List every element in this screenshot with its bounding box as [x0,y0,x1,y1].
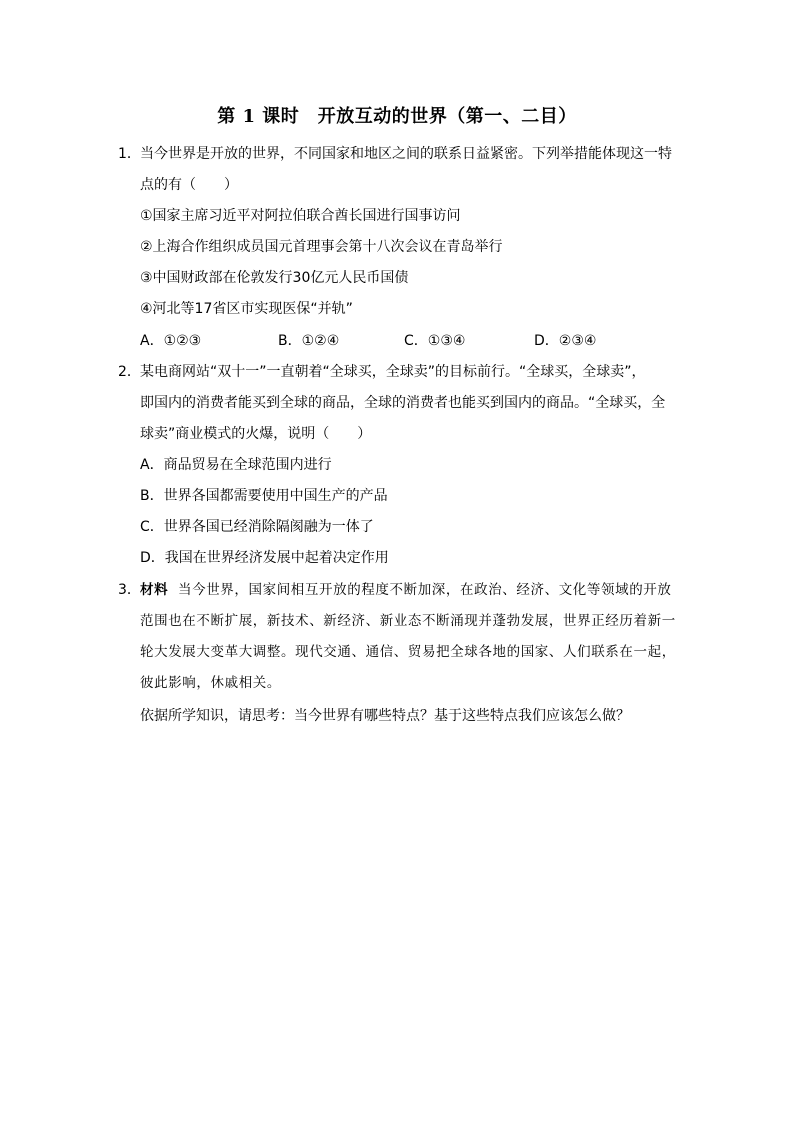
q1-option-a: A．①②③ [140,333,202,349]
q1-stem-line-2: 点的有（ ） [140,177,238,193]
q2-option-d: D．我国在世界经济发展中起着决定作用 [140,550,389,566]
q2-option-a: A．商品贸易在全球范围内进行 [140,457,332,473]
q1-option-d: D．②③④ [534,333,597,349]
q1-number: 1． [118,146,141,162]
q2-option-c: C．世界各国已经消除隔阂融为一体了 [140,519,374,535]
q2-stem-line-2: 即国内的消费者能买到全球的商品，全球的消费者也能买到国内的商品。“全球买，全 [140,395,666,411]
q3-material-line-2: 范围也在不断扩展，新技术、新经济、新业态不断涌现并蓬勃发展，世界正经历着新一 [140,613,676,629]
q3-number: 3． [118,582,141,598]
q1-stem-line-1 [118,144,672,164]
q3-question: 依据所学知识，请思考：当今世界有哪些特点？基于这些特点我们应该怎么做？ [140,708,630,724]
q2-stem-text-1: 某电商网站“双十一”一直朝着“全球买，全球卖”的目标前行。“全球买，全球卖”， [140,364,646,380]
q2-option-b: B．世界各国都需要使用中国生产的产品 [140,488,388,504]
q3-material-text-1: 当今世界，国家间相互开放的程度不断加深，在政治、经济、文化等领域的开放 [178,582,672,598]
q2-stem-line-1 [118,362,646,382]
q2-number: 2． [118,364,141,380]
q1-option-c: C．①③④ [404,333,466,349]
q1-item-3: ③中国财政部在伦敦发行30亿元人民币国债 [140,270,409,286]
q3-material-line-4: 彼此影响，休戚相关。 [140,675,281,691]
q3-material-label: 材料 [140,582,169,598]
q1-item-2: ②上海合作组织成员国元首理事会第十八次会议在青岛举行 [140,239,503,255]
page-title: 第 1 课时 开放互动的世界（第一、二目） [217,106,577,127]
q1-stem-text-1: 当今世界是开放的世界，不同国家和地区之间的联系日益紧密。下列举措能体现这一特 [140,146,672,162]
q3-material-line-1 [118,580,672,600]
q3-material-line-3: 轮大发展大变革大调整。现代交通、通信、贸易把全球各地的国家、人们联系在一起， [140,644,676,660]
q1-item-4: ④河北等17省区市实现医保“并轨” [140,301,353,317]
q1-option-b: B．①②④ [278,333,340,349]
q1-item-1: ①国家主席习近平对阿拉伯联合酋长国进行国事访问 [140,208,461,224]
q2-stem-line-3: 球卖”商业模式的火爆，说明（ ） [140,426,372,442]
